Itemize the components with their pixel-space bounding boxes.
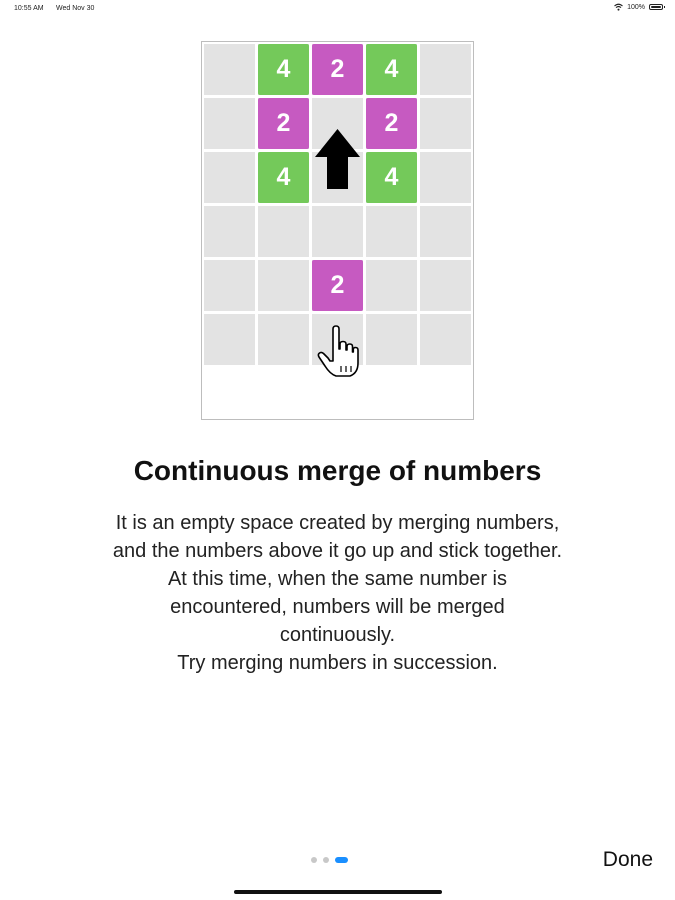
page-description (40, 509, 635, 677)
number-tile: 4 (258, 152, 309, 203)
home-indicator[interactable] (234, 890, 442, 894)
board-cell (204, 44, 255, 95)
description-line: and the numbers above it go up and stick together. (112, 540, 563, 562)
hand-pointer-icon (316, 325, 360, 381)
page-title: Continuous merge of numbers (133, 455, 542, 486)
number-tile: 4 (366, 44, 417, 95)
board-cell (420, 314, 471, 365)
board-cell (420, 206, 471, 257)
page-dot-active[interactable] (335, 857, 348, 863)
wifi-icon (614, 3, 623, 11)
status-indicators (614, 3, 663, 11)
board-cell (420, 260, 471, 311)
board-cell (204, 260, 255, 311)
status-bar (0, 0, 675, 18)
number-tile: 2 (366, 98, 417, 149)
page-dot[interactable] (311, 857, 317, 863)
description-line: Try merging numbers in succession. (177, 652, 498, 674)
board-cell (312, 206, 363, 257)
description-line: continuously. (279, 624, 396, 646)
board-cell (258, 206, 309, 257)
board-cell (258, 314, 309, 365)
board-cell (366, 206, 417, 257)
status-date: Wed Nov 30 (56, 5, 95, 12)
done-button[interactable]: Done (602, 848, 653, 871)
board-cell (366, 314, 417, 365)
number-tile: 2 (312, 260, 363, 311)
description-line: At this time, when the same number is (167, 568, 508, 590)
status-time: 10:55 AM (14, 5, 44, 12)
board-cell (204, 98, 255, 149)
board-cell (420, 152, 471, 203)
number-tile: 2 (312, 44, 363, 95)
number-tile: 4 (366, 152, 417, 203)
board-cell (420, 98, 471, 149)
board-cell (204, 152, 255, 203)
board-cell (258, 260, 309, 311)
number-tile: 4 (258, 44, 309, 95)
page-dot[interactable] (323, 857, 329, 863)
battery-icon (649, 4, 663, 10)
page-indicator[interactable] (311, 857, 348, 863)
board-cell (420, 44, 471, 95)
arrow-up-icon (312, 127, 363, 191)
description-line: encountered, numbers will be merged (170, 596, 505, 618)
board-cell (366, 260, 417, 311)
number-tile: 2 (258, 98, 309, 149)
battery-percentage: 100% (627, 3, 645, 11)
board-cell (204, 314, 255, 365)
board-cell (204, 206, 255, 257)
description-line: It is an empty space created by merging numbers, (115, 512, 560, 534)
